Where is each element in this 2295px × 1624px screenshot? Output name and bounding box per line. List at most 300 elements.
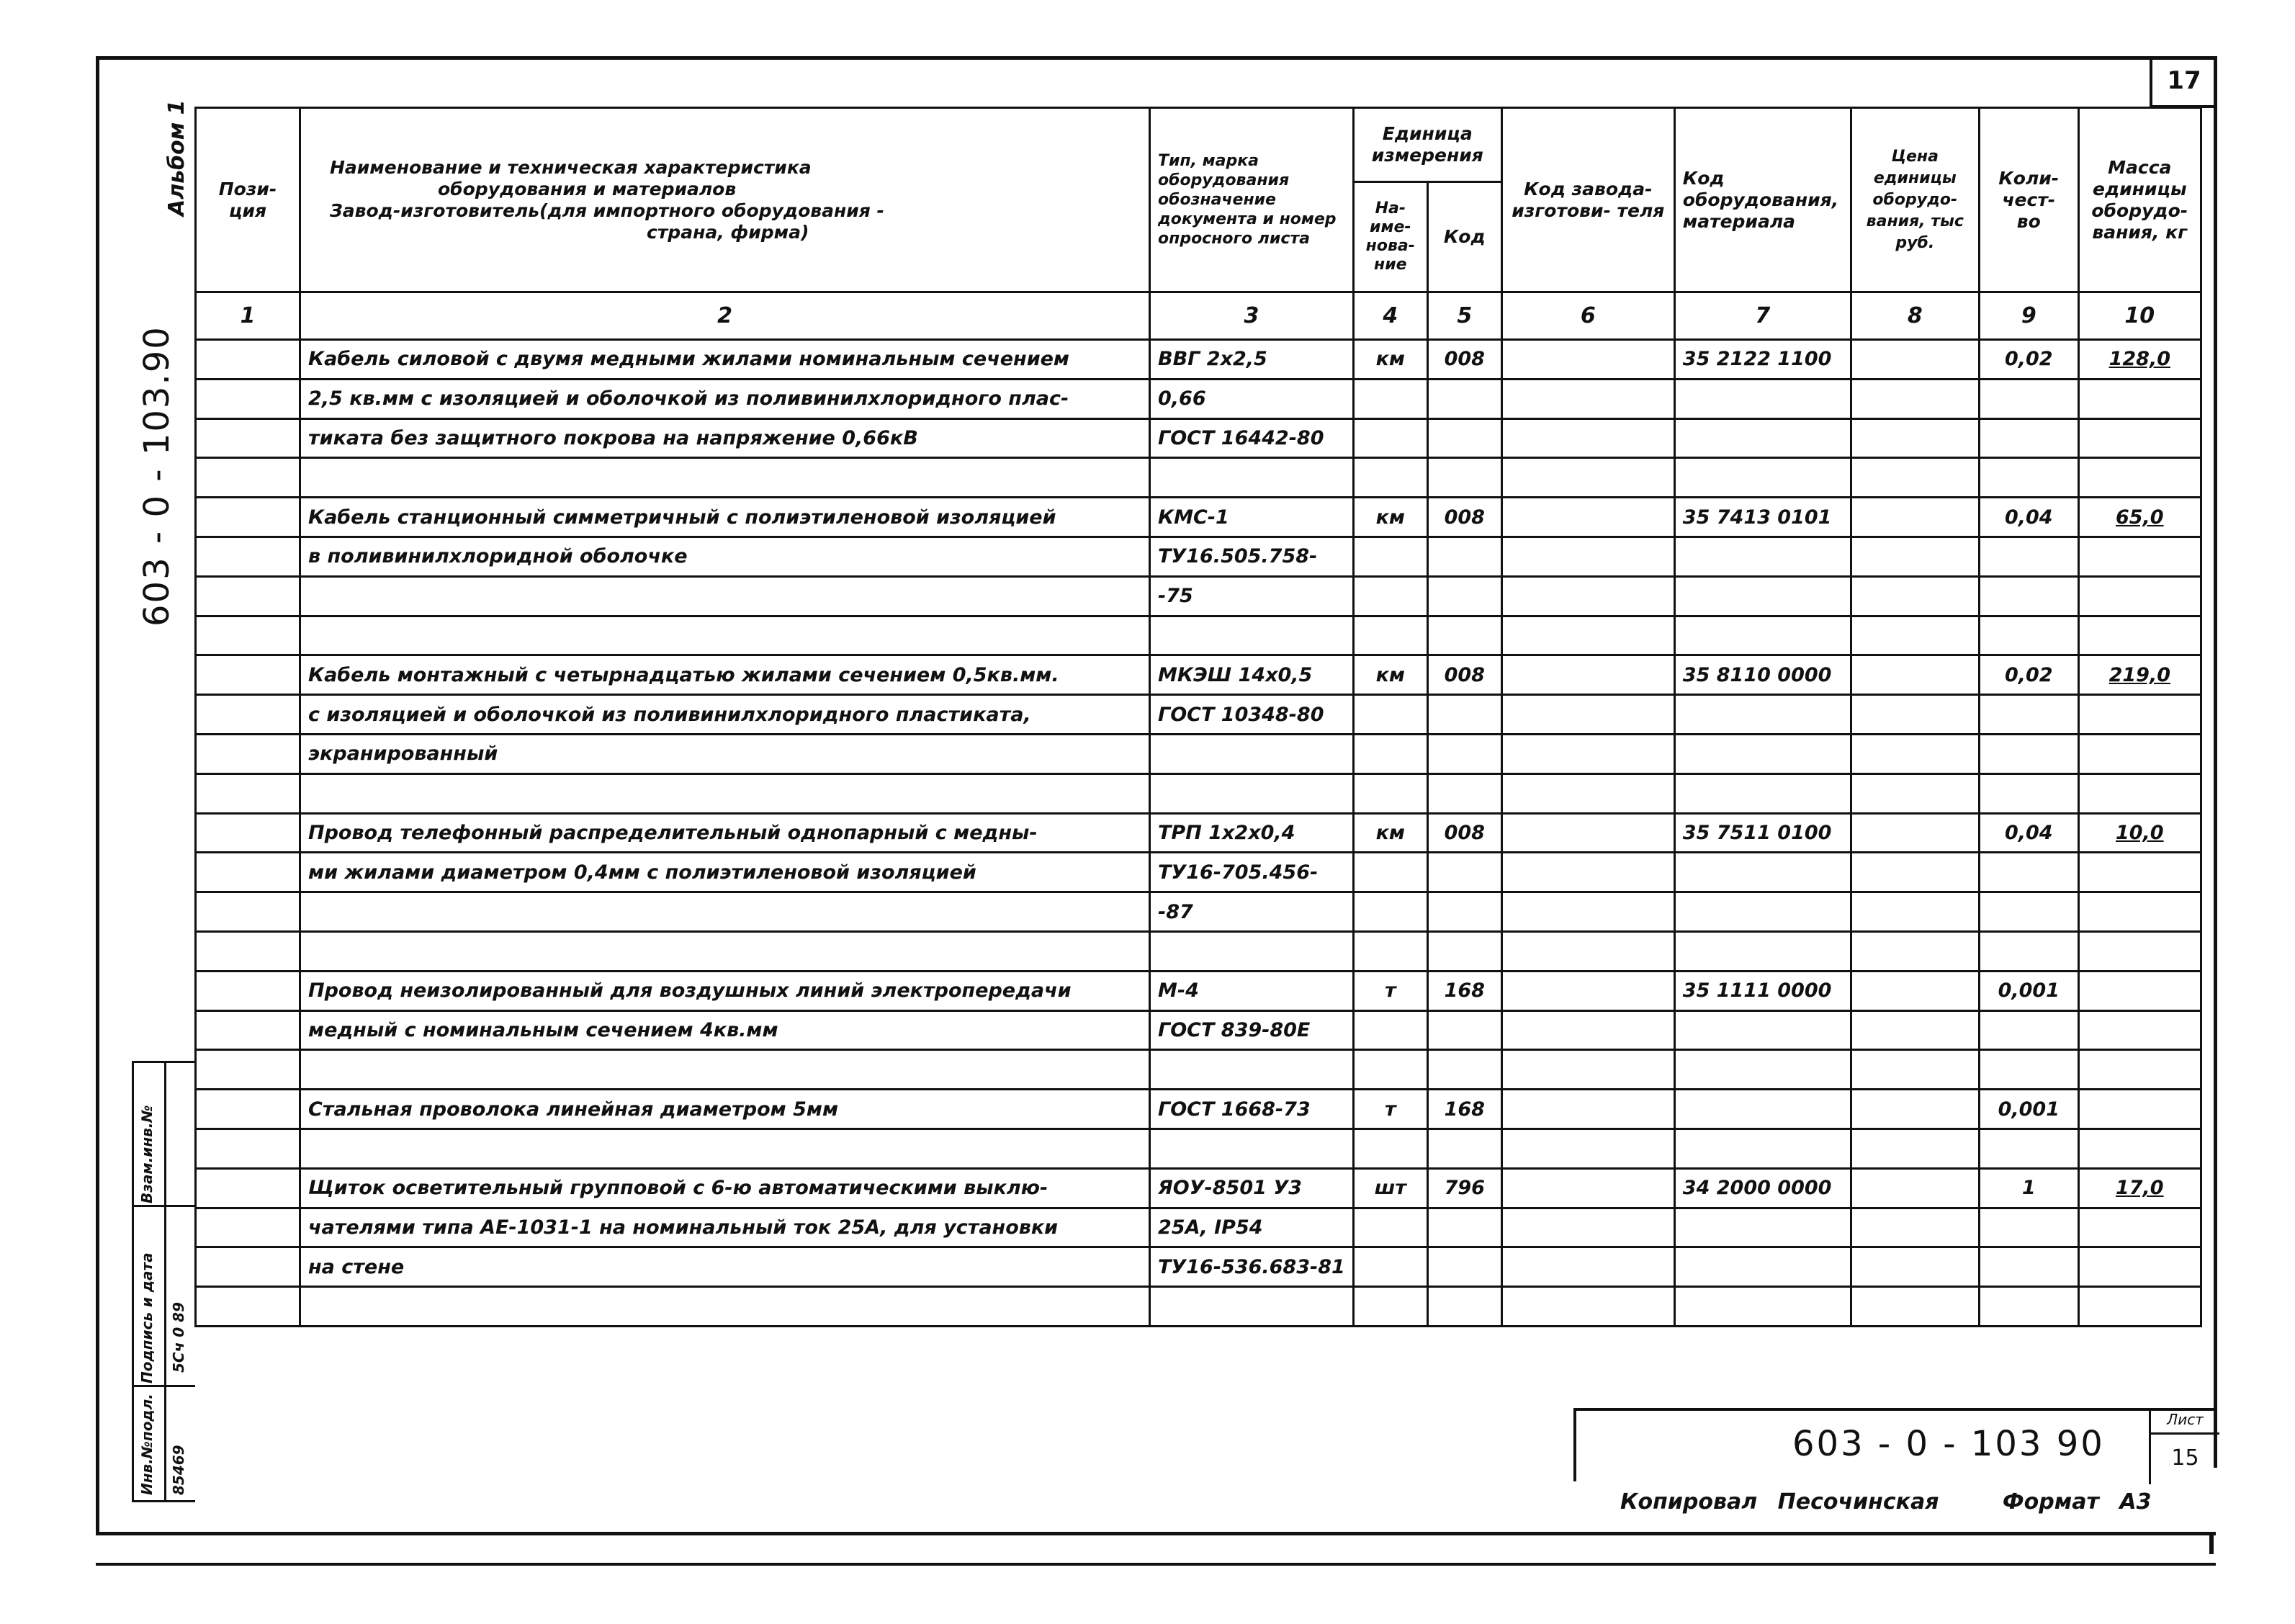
stamp-label-replace: Взам.инв.№ — [138, 1105, 156, 1203]
document-code: 603 - 0 - 103 90 — [1792, 1424, 2105, 1464]
name-cell: Провод неизолированный для воздушных линий электропередачи — [300, 971, 1150, 1010]
mass-cell: 128,0 — [2078, 340, 2201, 380]
unit-cell — [1353, 1208, 1427, 1247]
plant-code-cell — [1501, 616, 1674, 655]
header-unit-name: На- име- нова- ние — [1353, 182, 1427, 292]
plant-code-cell — [1501, 813, 1674, 853]
type-cell: М-4 — [1150, 971, 1354, 1010]
table-row — [196, 734, 2201, 773]
price-cell — [1851, 616, 1979, 655]
unit-cell — [1353, 418, 1427, 458]
quantity-cell: 0,04 — [1979, 813, 2078, 853]
quantity-cell — [1979, 537, 2078, 576]
position-cell — [196, 892, 300, 932]
unit-code-cell: 008 — [1427, 340, 1501, 380]
quantity-cell — [1979, 1247, 2078, 1287]
position-cell — [196, 1090, 300, 1129]
table-row — [196, 1050, 2201, 1090]
quantity-cell — [1979, 1208, 2078, 1247]
equipment-code-cell — [1674, 537, 1851, 576]
table-row — [196, 1090, 2201, 1129]
stamp-value-date: 5Сч 0 89 — [170, 1302, 187, 1373]
header-equipment-code: Код оборудования, материала — [1674, 108, 1851, 292]
unit-cell — [1353, 537, 1427, 576]
plant-code-cell — [1501, 892, 1674, 932]
sheet-bottom-line — [96, 1563, 2216, 1566]
unit-cell: км — [1353, 340, 1427, 380]
plant-code-cell — [1501, 853, 1674, 892]
unit-code-cell — [1427, 1247, 1501, 1287]
table-row — [196, 379, 2201, 418]
table-row — [196, 892, 2201, 932]
unit-code-cell — [1427, 616, 1501, 655]
position-cell — [196, 1168, 300, 1208]
quantity-cell — [1979, 892, 2078, 932]
position-cell — [196, 498, 300, 537]
plant-code-cell — [1501, 1208, 1674, 1247]
name-cell: с изоляцией и оболочкой из поливинилхлоридного пластиката, — [300, 695, 1150, 735]
unit-cell — [1353, 931, 1427, 971]
mass-cell — [2078, 537, 2201, 576]
unit-cell — [1353, 734, 1427, 773]
equipment-code-cell — [1674, 734, 1851, 773]
type-cell — [1150, 616, 1354, 655]
mass-cell — [2078, 1050, 2201, 1090]
table-row — [196, 1208, 2201, 1247]
equipment-code-cell: 35 1111 0000 — [1674, 971, 1851, 1010]
header-unit-code: Код — [1427, 182, 1501, 292]
plant-code-cell — [1501, 1090, 1674, 1129]
unit-code-cell — [1427, 892, 1501, 932]
mass-cell — [2078, 695, 2201, 735]
type-cell: ВВГ 2х2,5 — [1150, 340, 1354, 380]
type-cell: ГОСТ 16442-80 — [1150, 418, 1354, 458]
quantity-cell — [1979, 931, 2078, 971]
table-row — [196, 655, 2201, 695]
footer-name: Песочинская — [1777, 1489, 1939, 1515]
approval-stamp — [132, 1061, 195, 1502]
type-cell — [1150, 734, 1354, 773]
position-cell — [196, 1208, 300, 1247]
position-cell — [196, 1129, 300, 1168]
type-cell: МКЭШ 14х0,5 — [1150, 655, 1354, 695]
position-cell — [196, 1287, 300, 1327]
unit-cell — [1353, 773, 1427, 813]
name-cell: Кабель силовой с двумя медными жилами номинальным сечением — [300, 340, 1150, 380]
position-cell — [196, 458, 300, 498]
quantity-cell — [1979, 576, 2078, 616]
equipment-code-cell — [1674, 931, 1851, 971]
equipment-code-cell: 35 7413 0101 — [1674, 498, 1851, 537]
album-label: Альбом 1 — [164, 99, 189, 216]
position-cell — [196, 1247, 300, 1287]
quantity-cell — [1979, 853, 2078, 892]
name-cell — [300, 773, 1150, 813]
position-cell — [196, 695, 300, 735]
mass-cell — [2078, 971, 2201, 1010]
plant-code-cell — [1501, 498, 1674, 537]
quantity-cell — [1979, 734, 2078, 773]
frame-stub — [2209, 1534, 2214, 1554]
plant-code-cell — [1501, 1247, 1674, 1287]
table-row — [196, 537, 2201, 576]
header-quantity: Коли- чест- во — [1979, 108, 2078, 292]
quantity-cell: 0,02 — [1979, 655, 2078, 695]
unit-code-cell — [1427, 695, 1501, 735]
plant-code-cell — [1501, 537, 1674, 576]
position-cell — [196, 576, 300, 616]
quantity-cell: 0,001 — [1979, 971, 2078, 1010]
type-cell — [1150, 931, 1354, 971]
price-cell — [1851, 340, 1979, 380]
price-cell — [1851, 537, 1979, 576]
header-name-line4: страна, фирма) — [647, 221, 809, 243]
unit-code-cell — [1427, 1129, 1501, 1168]
unit-code-cell — [1427, 1208, 1501, 1247]
name-cell — [300, 616, 1150, 655]
table-row — [196, 813, 2201, 853]
sheet-value: 15 — [2149, 1432, 2219, 1484]
mass-cell: 219,0 — [2078, 655, 2201, 695]
mass-cell — [2078, 1208, 2201, 1247]
unit-code-cell — [1427, 773, 1501, 813]
name-cell: чателями типа АЕ-1031-1 на номинальный ток 25А, для установки — [300, 1208, 1150, 1247]
price-cell — [1851, 892, 1979, 932]
name-cell: ми жилами диаметром 0,4мм с полиэтиленовой изоляцией — [300, 853, 1150, 892]
unit-cell: км — [1353, 498, 1427, 537]
unit-code-cell: 796 — [1427, 1168, 1501, 1208]
equipment-code-cell — [1674, 1010, 1851, 1050]
equipment-code-cell — [1674, 458, 1851, 498]
unit-code-cell: 168 — [1427, 971, 1501, 1010]
price-cell — [1851, 1010, 1979, 1050]
plant-code-cell — [1501, 1287, 1674, 1327]
price-cell — [1851, 695, 1979, 735]
unit-cell — [1353, 576, 1427, 616]
unit-code-cell — [1427, 1287, 1501, 1327]
unit-cell: шт — [1353, 1168, 1427, 1208]
name-cell: Провод телефонный распределительный однопарный с медны- — [300, 813, 1150, 853]
price-cell — [1851, 1247, 1979, 1287]
type-cell — [1150, 773, 1354, 813]
equipment-code-cell — [1674, 1050, 1851, 1090]
price-cell — [1851, 418, 1979, 458]
stamp-value-inv: 85469 — [170, 1445, 187, 1495]
type-cell — [1150, 1129, 1354, 1168]
specification-table — [194, 107, 2202, 1327]
column-number-row — [196, 292, 2201, 340]
position-cell — [196, 1010, 300, 1050]
column-number: 3 — [1150, 292, 1354, 340]
column-number: 7 — [1674, 292, 1851, 340]
unit-cell — [1353, 1010, 1427, 1050]
table-row — [196, 1010, 2201, 1050]
unit-code-cell — [1427, 458, 1501, 498]
equipment-code-cell: 35 2122 1100 — [1674, 340, 1851, 380]
type-cell: -87 — [1150, 892, 1354, 932]
plant-code-cell — [1501, 379, 1674, 418]
name-cell: тиката без защитного покрова на напряжение 0,66кВ — [300, 418, 1150, 458]
position-cell — [196, 340, 300, 380]
quantity-cell — [1979, 695, 2078, 735]
unit-cell: т — [1353, 971, 1427, 1010]
price-cell — [1851, 655, 1979, 695]
price-cell — [1851, 1050, 1979, 1090]
table-row — [196, 1129, 2201, 1168]
table-row — [196, 340, 2201, 380]
price-cell — [1851, 971, 1979, 1010]
table-row — [196, 616, 2201, 655]
footer-copied: Копировал — [1620, 1489, 1758, 1515]
equipment-code-cell — [1674, 1247, 1851, 1287]
table-row — [196, 695, 2201, 735]
position-cell — [196, 616, 300, 655]
column-number: 9 — [1979, 292, 2078, 340]
plant-code-cell — [1501, 773, 1674, 813]
equipment-code-cell — [1674, 892, 1851, 932]
equipment-code-cell — [1674, 616, 1851, 655]
equipment-code-cell: 35 7511 0100 — [1674, 813, 1851, 853]
equipment-code-cell — [1674, 773, 1851, 813]
position-cell — [196, 418, 300, 458]
price-cell — [1851, 1090, 1979, 1129]
unit-cell — [1353, 458, 1427, 498]
plant-code-cell — [1501, 1010, 1674, 1050]
price-cell — [1851, 1287, 1979, 1327]
quantity-cell: 0,001 — [1979, 1090, 2078, 1129]
plant-code-cell — [1501, 931, 1674, 971]
position-cell — [196, 1050, 300, 1090]
name-cell: Стальная проволока линейная диаметром 5мм — [300, 1090, 1150, 1129]
unit-cell — [1353, 616, 1427, 655]
price-cell — [1851, 379, 1979, 418]
mass-cell: 65,0 — [2078, 498, 2201, 537]
quantity-cell — [1979, 773, 2078, 813]
unit-cell — [1353, 853, 1427, 892]
mass-cell — [2078, 892, 2201, 932]
name-cell: экранированный — [300, 734, 1150, 773]
unit-code-cell: 008 — [1427, 655, 1501, 695]
name-cell — [300, 892, 1150, 932]
price-cell — [1851, 853, 1979, 892]
mass-cell — [2078, 1287, 2201, 1327]
type-cell: ГОСТ 1668-73 — [1150, 1090, 1354, 1129]
name-cell: Кабель монтажный с четырнадцатью жилами сечением 0,5кв.мм. — [300, 655, 1150, 695]
column-number: 1 — [196, 292, 300, 340]
unit-code-cell: 008 — [1427, 498, 1501, 537]
type-cell: ГОСТ 839-80Е — [1150, 1010, 1354, 1050]
table-row — [196, 773, 2201, 813]
type-cell: ТУ16-705.456- — [1150, 853, 1354, 892]
name-cell — [300, 931, 1150, 971]
type-cell: -75 — [1150, 576, 1354, 616]
mass-cell — [2078, 931, 2201, 971]
table-row — [196, 1247, 2201, 1287]
unit-cell — [1353, 379, 1427, 418]
equipment-code-cell — [1674, 1287, 1851, 1327]
mass-cell — [2078, 1247, 2201, 1287]
position-cell — [196, 773, 300, 813]
type-cell — [1150, 1287, 1354, 1327]
side-project-code: 603 - 0 - 103.90 — [137, 326, 177, 627]
unit-cell — [1353, 695, 1427, 735]
plant-code-cell — [1501, 1050, 1674, 1090]
header-price: Цена единицы оборудо- вания, тыс руб. — [1851, 108, 1979, 292]
name-cell — [300, 576, 1150, 616]
price-cell — [1851, 458, 1979, 498]
equipment-code-cell — [1674, 1208, 1851, 1247]
type-cell: ТУ16-536.683-81 — [1150, 1247, 1354, 1287]
quantity-cell — [1979, 1050, 2078, 1090]
equipment-code-cell — [1674, 418, 1851, 458]
quantity-cell: 0,02 — [1979, 340, 2078, 380]
column-number: 10 — [2078, 292, 2201, 340]
type-cell: ЯОУ-8501 У3 — [1150, 1168, 1354, 1208]
header-name-line2: оборудования и материалов — [438, 178, 737, 199]
price-cell — [1851, 813, 1979, 853]
unit-cell: км — [1353, 655, 1427, 695]
plant-code-cell — [1501, 655, 1674, 695]
unit-code-cell — [1427, 1010, 1501, 1050]
quantity-cell — [1979, 418, 2078, 458]
position-cell — [196, 655, 300, 695]
name-cell — [300, 1129, 1150, 1168]
quantity-cell — [1979, 1010, 2078, 1050]
name-cell: Щиток осветительный групповой с 6-ю автоматическими выклю- — [300, 1168, 1150, 1208]
plant-code-cell — [1501, 971, 1674, 1010]
unit-code-cell — [1427, 931, 1501, 971]
type-cell: ГОСТ 10348-80 — [1150, 695, 1354, 735]
header-type: Тип, марка оборудования обозначение документа и номер опросного листа — [1150, 108, 1354, 292]
plant-code-cell — [1501, 1129, 1674, 1168]
mass-cell — [2078, 1129, 2201, 1168]
plant-code-cell — [1501, 695, 1674, 735]
equipment-code-cell — [1674, 1129, 1851, 1168]
position-cell — [196, 931, 300, 971]
name-cell: 2,5 кв.мм с изоляцией и оболочкой из поливинилхлоридного плас- — [300, 379, 1150, 418]
column-number: 4 — [1353, 292, 1427, 340]
plant-code-cell — [1501, 734, 1674, 773]
plant-code-cell — [1501, 576, 1674, 616]
price-cell — [1851, 498, 1979, 537]
table-row — [196, 931, 2201, 971]
name-cell: медный с номинальным сечением 4кв.мм — [300, 1010, 1150, 1050]
name-cell — [300, 1287, 1150, 1327]
quantity-cell — [1979, 1287, 2078, 1327]
unit-code-cell — [1427, 734, 1501, 773]
footer-format: Формат А3 — [2002, 1489, 2152, 1515]
quantity-cell — [1979, 1129, 2078, 1168]
position-cell — [196, 379, 300, 418]
unit-cell — [1353, 1050, 1427, 1090]
type-cell: 0,66 — [1150, 379, 1354, 418]
unit-code-cell — [1427, 418, 1501, 458]
unit-code-cell — [1427, 1050, 1501, 1090]
table-row — [196, 971, 2201, 1010]
table-row — [196, 853, 2201, 892]
mass-cell — [2078, 458, 2201, 498]
quantity-cell: 0,04 — [1979, 498, 2078, 537]
name-cell: Кабель станционный симметричный с полиэтиленовой изоляцией — [300, 498, 1150, 537]
price-cell — [1851, 1208, 1979, 1247]
stamp-label-inv: Инв.№подл. — [138, 1394, 156, 1495]
footer — [1620, 1489, 2151, 1515]
type-cell — [1150, 458, 1354, 498]
price-cell — [1851, 1129, 1979, 1168]
unit-cell — [1353, 892, 1427, 932]
mass-cell — [2078, 616, 2201, 655]
type-cell: 25А, IP54 — [1150, 1208, 1354, 1247]
unit-code-cell — [1427, 576, 1501, 616]
price-cell — [1851, 576, 1979, 616]
stamp-label-signature: Подпись и дата — [138, 1252, 156, 1383]
price-cell — [1851, 1168, 1979, 1208]
sheet-number: 17 — [2150, 56, 2216, 108]
plant-code-cell — [1501, 1168, 1674, 1208]
mass-cell — [2078, 1010, 2201, 1050]
unit-code-cell — [1427, 537, 1501, 576]
equipment-code-cell — [1674, 695, 1851, 735]
price-cell — [1851, 734, 1979, 773]
position-cell — [196, 971, 300, 1010]
equipment-code-cell: 35 8110 0000 — [1674, 655, 1851, 695]
position-cell — [196, 537, 300, 576]
unit-cell — [1353, 1287, 1427, 1327]
mass-cell — [2078, 853, 2201, 892]
mass-cell: 17,0 — [2078, 1168, 2201, 1208]
header-position: Пози- ция — [196, 108, 300, 292]
position-cell — [196, 853, 300, 892]
type-cell: ТУ16.505.758- — [1150, 537, 1354, 576]
drawing-frame-right — [2214, 56, 2217, 1468]
price-cell — [1851, 773, 1979, 813]
type-cell — [1150, 1050, 1354, 1090]
unit-cell — [1353, 1247, 1427, 1287]
unit-cell — [1353, 1129, 1427, 1168]
position-cell — [196, 813, 300, 853]
name-cell — [300, 1050, 1150, 1090]
quantity-cell — [1979, 458, 2078, 498]
mass-cell — [2078, 379, 2201, 418]
title-block — [1573, 1408, 2214, 1481]
quantity-cell: 1 — [1979, 1168, 2078, 1208]
table-row — [196, 458, 2201, 498]
unit-code-cell — [1427, 853, 1501, 892]
equipment-code-cell — [1674, 853, 1851, 892]
header-name — [300, 108, 1150, 292]
table-row — [196, 1287, 2201, 1327]
equipment-code-cell — [1674, 576, 1851, 616]
quantity-cell — [1979, 616, 2078, 655]
table-row — [196, 1168, 2201, 1208]
column-number: 2 — [300, 292, 1150, 340]
header-unit: Единица измерения — [1353, 108, 1501, 182]
mass-cell — [2078, 418, 2201, 458]
column-number: 8 — [1851, 292, 1979, 340]
header-plant-code: Код завода- изготови- теля — [1501, 108, 1674, 292]
plant-code-cell — [1501, 458, 1674, 498]
mass-cell — [2078, 1090, 2201, 1129]
unit-cell: т — [1353, 1090, 1427, 1129]
equipment-code-cell — [1674, 1090, 1851, 1129]
type-cell: ТРП 1х2х0,4 — [1150, 813, 1354, 853]
type-cell: КМС-1 — [1150, 498, 1354, 537]
sheet-label: Лист — [2149, 1411, 2219, 1435]
mass-cell — [2078, 773, 2201, 813]
name-cell: в поливинилхлоридной оболочке — [300, 537, 1150, 576]
position-cell — [196, 734, 300, 773]
price-cell — [1851, 931, 1979, 971]
